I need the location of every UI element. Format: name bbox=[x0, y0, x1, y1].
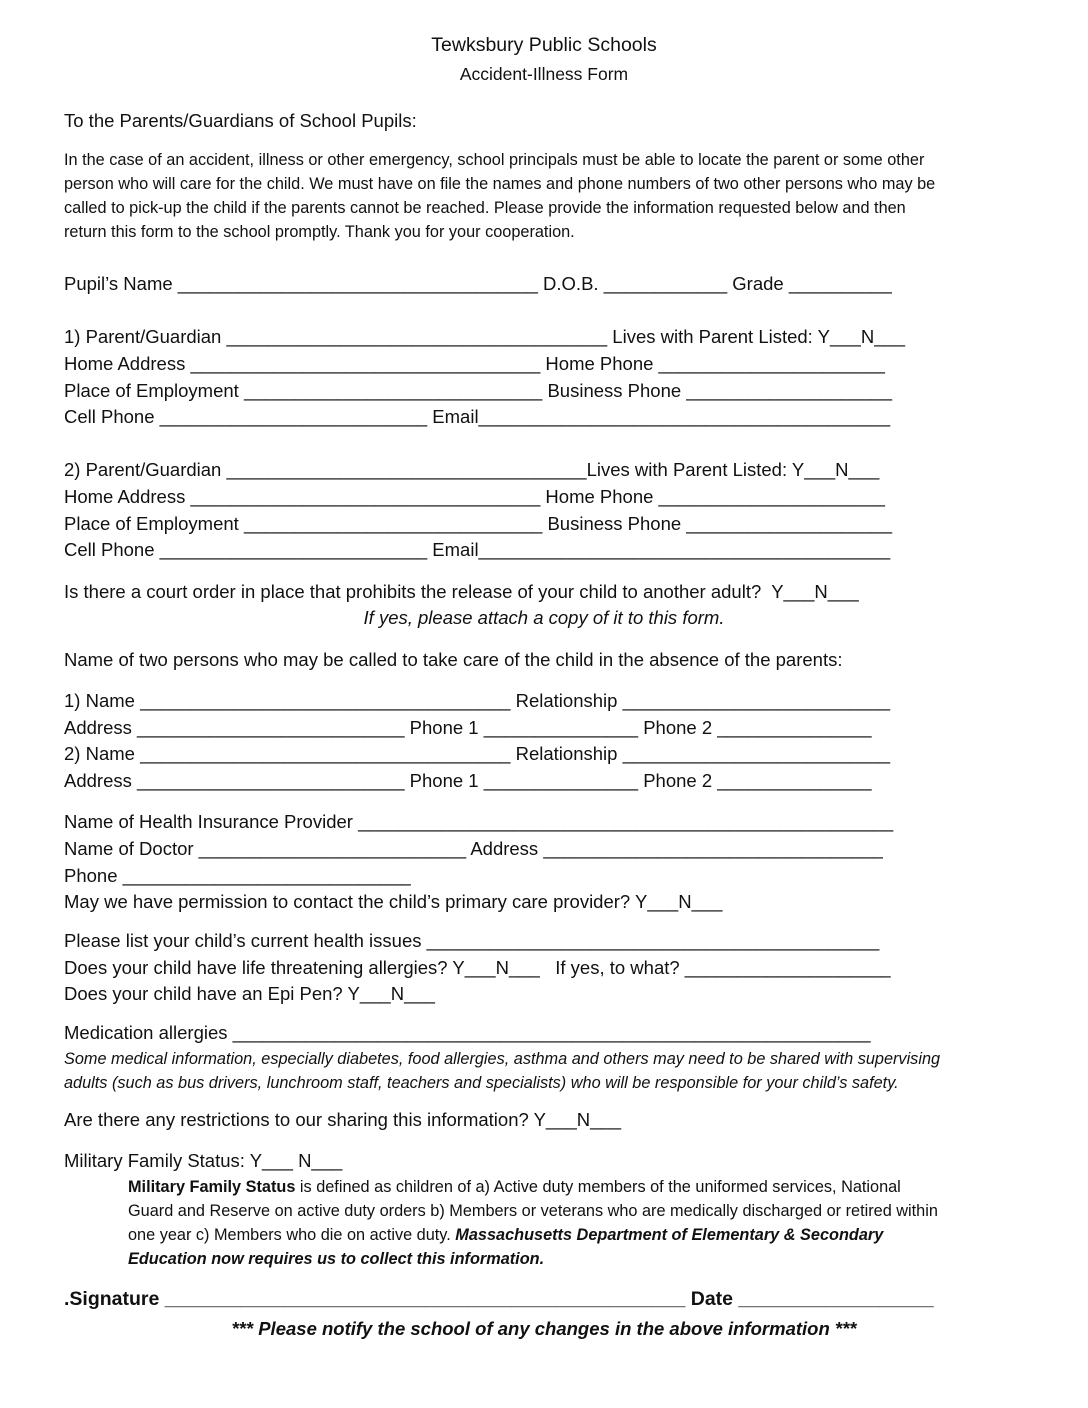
parent2-home-field[interactable]: Home Address __________________________________ Home Phone ______________________ bbox=[64, 486, 885, 507]
greeting: To the Parents/Guardians of School Pupils: bbox=[64, 110, 417, 131]
note-line: Some medical information, especially diabetes, food allergies, asthma and others may need to be shared with supervising bbox=[64, 1050, 941, 1068]
insurance-field[interactable]: Name of Health Insurance Provider ____________________________________________________ bbox=[64, 811, 894, 832]
intro-line: called to pick-up the child if the parents cannot be reached. Please provide the information requested below and then bbox=[64, 199, 906, 217]
intro-paragraph bbox=[64, 148, 935, 244]
form-title: Accident-Illness Form bbox=[459, 64, 629, 84]
contact1-address-field[interactable]: Address __________________________ Phone 1 _______________ Phone 2 _______________ bbox=[64, 717, 872, 738]
pupil-name-field[interactable]: Pupil’s Name ___________________________________ D.O.B. ____________ Grade __________ bbox=[64, 273, 892, 294]
parent1-cell-field[interactable]: Cell Phone __________________________ Email________________________________________ bbox=[64, 406, 891, 427]
allergies-question[interactable]: Does your child have life threatening allergies? Y___N___ If yes, to what? ____________________ bbox=[64, 957, 891, 978]
parent2-employment-field[interactable]: Place of Employment _____________________________ Business Phone ____________________ bbox=[64, 513, 893, 534]
restrictions-question[interactable]: Are there any restrictions to our sharing this information? Y___N___ bbox=[64, 1109, 622, 1130]
military-status-field[interactable]: Military Family Status: Y___ N___ bbox=[64, 1150, 343, 1171]
permission-question[interactable]: May we have permission to contact the child’s primary care provider? Y___N___ bbox=[64, 891, 723, 912]
medical-sharing-note bbox=[64, 1047, 940, 1095]
parent2-cell-field[interactable]: Cell Phone __________________________ Email________________________________________ bbox=[64, 539, 891, 560]
doctor-field[interactable]: Name of Doctor __________________________ Address _________________________________ bbox=[64, 838, 883, 859]
court-order-note: If yes, please attach a copy of it to this form. bbox=[363, 607, 725, 628]
emergency-heading: Name of two persons who may be called to take care of the child in the absence of the parents: bbox=[64, 649, 843, 670]
epipen-question[interactable]: Does your child have an Epi Pen? Y___N___ bbox=[64, 983, 435, 1004]
military-def-text: is defined as children of a) Active duty members of the uniformed services, National bbox=[295, 1178, 901, 1196]
intro-line: person who will care for the child. We must have on file the names and phone numbers of two other persons who may be bbox=[64, 175, 936, 193]
note-line: adults (such as bus drivers, lunchroom staff, teachers and specialists) who will be responsible for your child’s safety. bbox=[64, 1074, 899, 1092]
contact2-name-field[interactable]: 2) Name ____________________________________ Relationship __________________________ bbox=[64, 743, 891, 764]
change-notice: *** Please notify the school of any changes in the above information *** bbox=[231, 1318, 857, 1339]
medication-allergies-field[interactable]: Medication allergies ______________________________________________________________ bbox=[64, 1022, 871, 1043]
parent2-guardian-field[interactable]: 2) Parent/Guardian ___________________________________Lives with Parent Listed: Y___N___ bbox=[64, 459, 880, 480]
military-def-notice: Education now requires us to collect this information. bbox=[128, 1250, 545, 1268]
military-def-term: Military Family Status bbox=[128, 1178, 296, 1196]
contact2-address-field[interactable]: Address __________________________ Phone 1 _______________ Phone 2 _______________ bbox=[64, 770, 872, 791]
signature-date-field[interactable]: .Signature ________________________________________________ Date __________________ bbox=[64, 1288, 934, 1310]
school-name: Tewksbury Public Schools bbox=[431, 34, 657, 56]
military-def-text: one year c) Members who die on active duty. bbox=[128, 1226, 456, 1244]
military-def-notice: Massachusetts Department of Elementary & Secondary bbox=[455, 1226, 884, 1244]
court-order-question[interactable]: Is there a court order in place that prohibits the release of your child to another adult? Y___N___ bbox=[64, 581, 859, 602]
parent1-employment-field[interactable]: Place of Employment _____________________________ Business Phone ____________________ bbox=[64, 380, 893, 401]
intro-line: In the case of an accident, illness or other emergency, school principals must be able to locate the parent or some other bbox=[64, 151, 925, 169]
military-def-text: Guard and Reserve on active duty orders b) Members or veterans who are medically discharged or retired within bbox=[128, 1202, 938, 1220]
intro-line: return this form to the school promptly. Thank you for your cooperation. bbox=[64, 223, 575, 241]
contact1-name-field[interactable]: 1) Name ____________________________________ Relationship __________________________ bbox=[64, 690, 891, 711]
military-definition bbox=[128, 1175, 938, 1271]
parent1-guardian-field[interactable]: 1) Parent/Guardian _____________________________________ Lives with Parent Listed: Y___N___ bbox=[64, 326, 906, 347]
health-issues-field[interactable]: Please list your child’s current health issues ____________________________________________ bbox=[64, 930, 880, 951]
doctor-phone-field[interactable]: Phone ____________________________ bbox=[64, 865, 411, 886]
parent1-home-field[interactable]: Home Address __________________________________ Home Phone ______________________ bbox=[64, 353, 885, 374]
